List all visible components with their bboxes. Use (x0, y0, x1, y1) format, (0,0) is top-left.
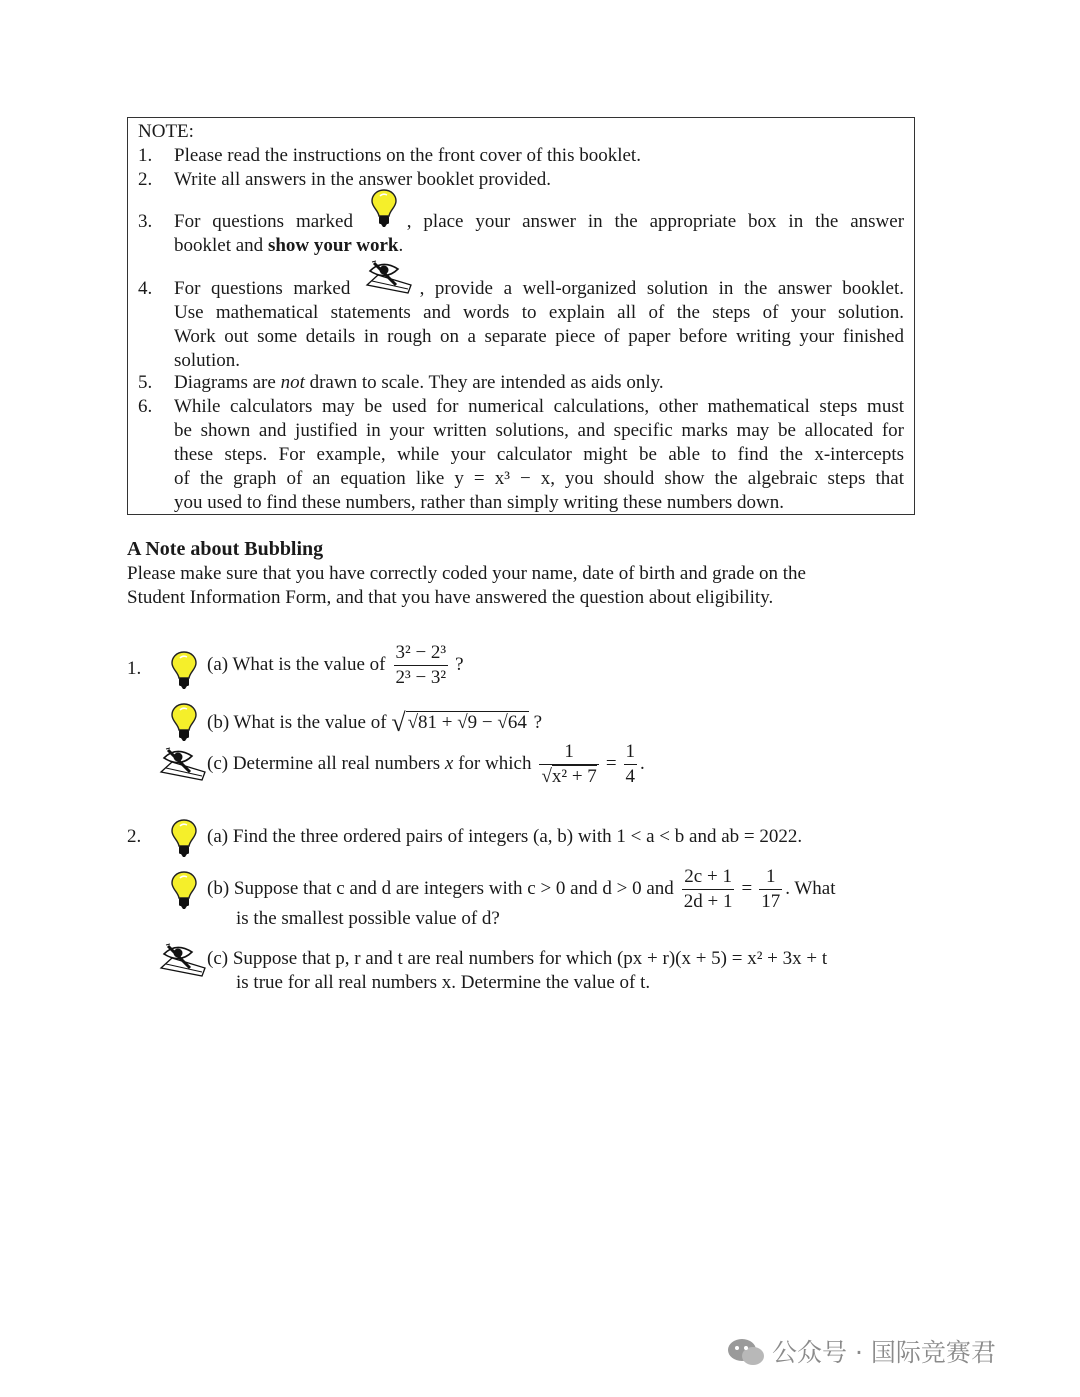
wechat-icon (726, 1337, 766, 1367)
question-2a: (a) Find the three ordered pairs of integers (a, b) with 1 < a < b and ab = 2022. (207, 826, 803, 847)
question-2-number: 2. (127, 826, 142, 847)
fraction: $\frac{2c + 1}{2d + 1}$ (683, 865, 733, 912)
question-2c: (c) Suppose that p, r and t are real numbers for which (px + r)(x + 5) = x² + 3x + t (207, 948, 828, 969)
fraction: $\frac{\text{3² − 2³}}{\text{2³ − 3²}}$ (395, 641, 447, 688)
bubbling-text: Please make sure that you have correctly coded your name, date of birth and grade on the Student Information Form, and that you have answered the question about eligibility. (127, 563, 806, 608)
fraction: $\frac{1}{\text{√x² + 7}}$ (541, 740, 597, 787)
lightbulb-icon (170, 818, 198, 858)
fraction: $\frac{1}{17}$ (761, 865, 781, 912)
lightbulb-icon (170, 870, 198, 910)
question-2b-line2: is the smallest possible value of d? (236, 908, 500, 929)
note-box: NOTE: 1. Please read the instructions on the front cover of this booklet. 2. Write all answers in the answer booklet provided. 3. For questions marked , place your answer in the appropriate box in the answer booklet and show your work. 4. For questions marked , provide a well-organized solution in the answer booklet. Use mathematical statements and words to explain all of the steps of your solution. Work out some details in rough on a separate piece of paper before writing your finished solution. 5. Diagrams are not drawn to scale. They are intended as aids only. 6. While calculators may be used for numerical calculations, other mathematical steps must be shown and justified in your written solutions, and specific marks may be allocated for these steps. For example, while your calculator might be able to find the x-intercepts of the graph of an equation like y = x³ − x, you should show the algebraic steps that you used to find these numbers, rather than simply writing these numbers down. (127, 117, 915, 515)
question-2c-line2: is true for all real numbers x. Determine the value of t. (236, 972, 651, 993)
lightbulb-icon (170, 650, 198, 690)
question-1b: (b) What is the value of √ √81 + √9 − √64 ? (207, 708, 543, 737)
question-2b: (b) Suppose that c and d are integers with c > 0 and d > 0 and $\frac{2c + 1}{2d + 1}$ = $\frac{1}{17}$ . What (207, 865, 836, 912)
lightbulb-icon (370, 188, 398, 228)
question-1-number: 1. (127, 658, 142, 679)
eye-pencil-icon (158, 942, 208, 978)
bubbling-heading: A Note about Bubbling (127, 538, 324, 560)
watermark: 公众号 · 国际竞赛君 (772, 1338, 996, 1367)
note-title: NOTE: (138, 121, 194, 142)
eye-pencil-icon (364, 259, 414, 295)
lightbulb-icon (170, 702, 198, 742)
fraction: $\frac{1}{4}$ (625, 740, 636, 787)
eye-pencil-icon (158, 746, 208, 782)
question-1c: (c) Determine all real numbers x for which $\frac{1}{\text{√x² + 7}}$ = $\frac{1}{4}$ . (207, 740, 645, 787)
question-1a: (a) What is the value of $\frac{\text{3² − 2³}}{\text{2³ − 3²}}$ ? (207, 641, 464, 688)
